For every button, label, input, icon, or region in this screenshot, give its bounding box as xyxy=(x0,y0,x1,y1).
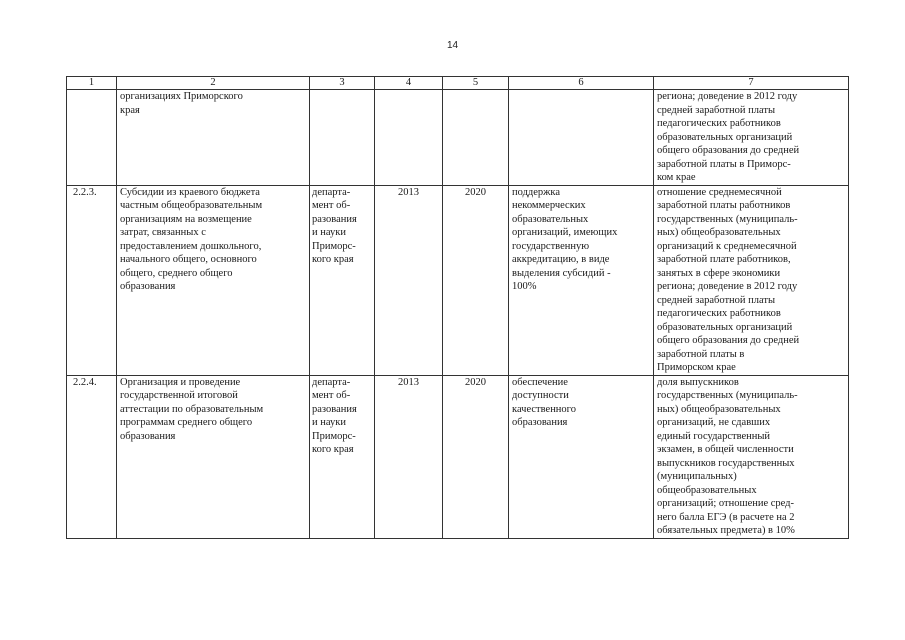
measure-name: Организация и проведение государственной итоговой аттестации по образовательным программам среднего общего образования xyxy=(117,375,310,538)
header-col-6: 6 xyxy=(509,77,654,90)
measure-name: организациях Приморского края xyxy=(117,90,310,186)
start-year xyxy=(375,90,443,186)
expected-result: обеспечение доступности качественного образования xyxy=(509,375,654,538)
measure-name: Субсидии из краевого бюджета частным общеобразовательным организациям на возмещение затрат, связанных с предоставлением дошкольного, начального общего, основного общего, среднего общего образования xyxy=(117,185,310,375)
row-number: 2.2.3. xyxy=(67,185,117,375)
row-number: 2.2.4. xyxy=(67,375,117,538)
header-col-1: 1 xyxy=(67,77,117,90)
expected-result: поддержка некоммерческих образовательных организаций, имеющих государственную аккредитацию, в виде выделения субсидий - 100% xyxy=(509,185,654,375)
expected-result xyxy=(509,90,654,186)
header-col-4: 4 xyxy=(375,77,443,90)
executor: департа- мент об- разования и науки Приморс- кого края xyxy=(310,375,375,538)
executor: департа- мент об- разования и науки Приморс- кого края xyxy=(310,185,375,375)
header-col-7: 7 xyxy=(654,77,849,90)
header-col-5: 5 xyxy=(443,77,509,90)
row-number xyxy=(67,90,117,186)
table-row xyxy=(67,375,849,538)
end-year xyxy=(443,90,509,186)
executor xyxy=(310,90,375,186)
end-year: 2020 xyxy=(443,375,509,538)
header-col-3: 3 xyxy=(310,77,375,90)
indicator: доля выпускников государственных (муниципаль- ных) общеобразовательных организаций, не сдавших единый государственный экзамен, в общей численности выпускников государственных (муниципальных) общеобразовательных организаций; отношение сред- него балла ЕГЭ (в расчете на 2 обязательных предмета) в 10% xyxy=(654,375,849,538)
start-year: 2013 xyxy=(375,375,443,538)
indicator: региона; доведение в 2012 году средней заработной платы педагогических работников образовательных организаций общего образования до средней заработной платы в Приморс- ком крае xyxy=(654,90,849,186)
start-year: 2013 xyxy=(375,185,443,375)
header-row xyxy=(67,77,849,90)
page-number: 14 xyxy=(446,40,459,51)
table-row xyxy=(67,185,849,375)
indicator: отношение среднемесячной заработной платы работников государственных (муниципаль- ных) общеобразовательных организаций к среднемесячной заработной плате работников, занятых в сфере экономики региона; доведение в 2012 году средней заработной платы педагогических работников образовательных организаций общего образования до средней заработной платы в Приморском крае xyxy=(654,185,849,375)
table-row xyxy=(67,90,849,186)
program-table xyxy=(66,76,849,539)
header-col-2: 2 xyxy=(117,77,310,90)
end-year: 2020 xyxy=(443,185,509,375)
